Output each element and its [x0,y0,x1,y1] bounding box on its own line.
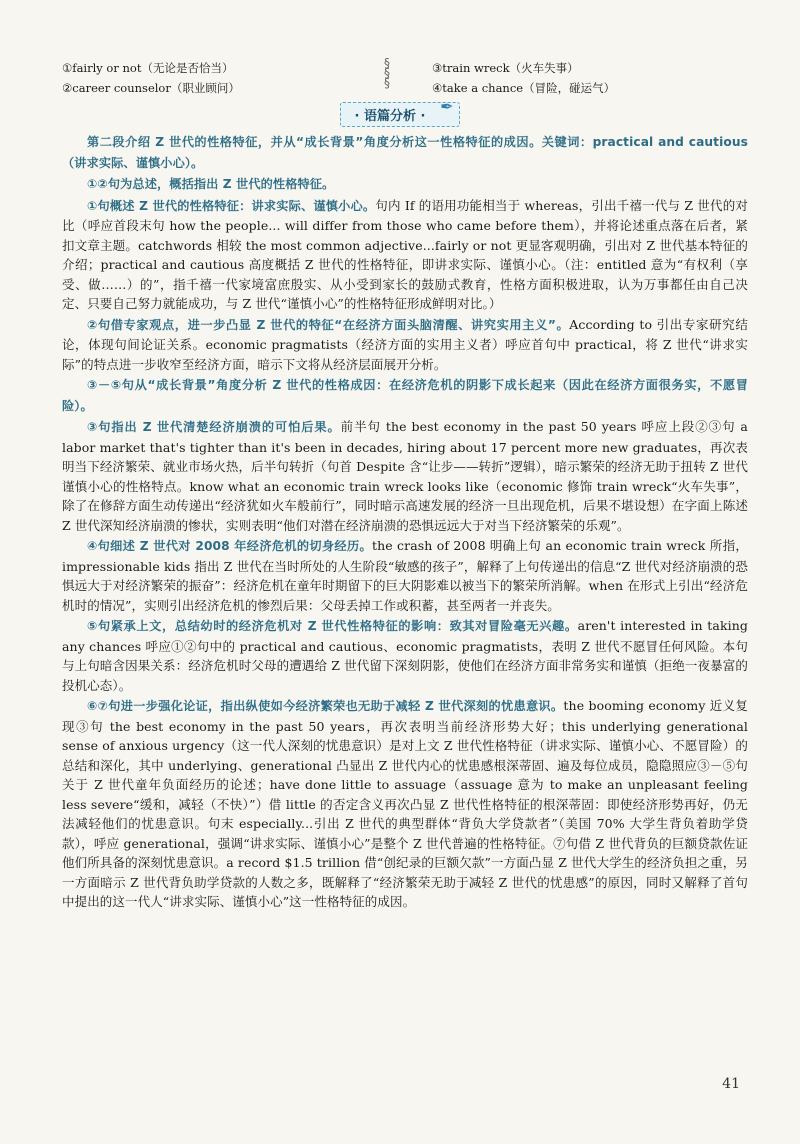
paragraph-highlight: ②句借专家观点，进一步凸显 Z 世代的特征“在经济方面头脑清醒、讲究实用主义”。 [87,317,570,332]
paragraph-s6-7 [62,696,748,912]
paragraph-highlight: 第二段介绍 Z 世代的性格特征，并从“成长背景”角度分析这一性格特征的成因。关键词：practical and cautious（讲求实际、谨慎小心）。 [62,135,748,170]
paragraph-text: 句内 If 的语用功能相当于 whereas，引出千禧一代与 Z 世代的对比（呼应首段末句 how the people... will differ from those who came before them），并将论述重点落在后者，紧扣文章主题。catchwords 相较 the most common adjective...fairly or not 更显客观明确，引出对 Z 世代基本特征的介绍；practical and cautious 高度概括 Z 世代的性格特征，即讲求实际、谨慎小心。（注：entitled 意为“有权利（享受、做……）的”，指千禧一代家境富庶殷实、从小受到家长的鼓励式教育，性格方面积极进取，认为万事都任由自己决定、只要自己努力就能成功，与 Z 世代“谨慎小心”的性格特征形成鲜明对比。） [62,197,748,311]
analysis-content [62,132,748,913]
paragraph-highlight: ④句细述 Z 世代对 2008 年经济危机的切身经历。 [87,539,372,553]
paragraph-s3 [62,417,748,535]
paragraph-highlight: ⑥⑦句进一步强化论证，指出纵使如今经济繁荣也无助于减轻 Z 世代深刻的忧患意识。 [87,699,564,713]
paragraph-text: the crash of 2008 明确上句 an economic train wreck 所指，impressionable kids 指出 Z 世代在当时所处的人生阶段“敏感的孩子”，解释了上句传递出的信息“Z 世代对经济崩溃的恐惧远大于对经济繁荣的振奋”：经济危机在童年时期留下的巨大阴影难以被当下的繁荣所消解。when 在形式上引出“经济危机时的情况”，实则引出经济危机的惨烈后果：父母丢掉工作或积蓄，甚至两者一并丧失。 [62,538,749,613]
vocab-item: ④take a chance（冒险，碰运气） [432,81,616,95]
paragraph-highlight: ⑤句紧承上文，总结幼时的经济危机对 Z 世代性格特征的影响：致其对冒险毫无兴趣。 [87,619,578,633]
paragraph-summary [62,132,748,173]
paragraph-highlight: ③－⑤句从“成长背景”角度分析 Z 世代的性格成因：在经济危机的阴影下成长起来（因此在经济方面很务实，不愿冒险）。 [62,378,748,413]
section-title: · 语篇分析 · [354,109,426,124]
paragraph-s1 [62,196,748,314]
section-banner [0,97,800,124]
paragraph-text: According to 引出专家研究结论，体现句间论证关系。economic pragmatists（经济方面的实用主义者）呼应首句中 practical，将 Z 世代“讲求实际”的特点进一步收窄至经济方面，暗示下文将从经济层面展开分析。 [62,316,748,372]
vocabulary-list [62,58,742,98]
paragraph-text: aren't interested in taking any chances 呼应①②句中的 practical and cautious、economic pragmatists，表明 Z 世代不愿冒任何风险。本句与上句暗含因果关系：经济危机时父母的遭遇给 Z 世代留下深刻阴影，使他们在经济方面非常务实和谨慎（拒绝一夜暴富的投机心态）。 [62,618,748,693]
vocab-row [62,78,742,98]
paragraph-s3-5 [62,375,748,416]
section-title-box [340,97,461,127]
paragraph-highlight: ①②句为总述，概括指出 Z 世代的性格特征。 [87,177,335,191]
vocab-item: ③train wreck（火车失事） [432,61,579,75]
paragraph-highlight: ③句指出 Z 世代清楚经济崩溃的可怕后果。 [87,420,341,434]
paragraph-text: the booming economy 近义复现③句 the best economy in the past 50 years，再次表明当前经济形势大好；this underlying generational sense of anxious urgency（这一代人深刻的忧患意识）是对上文 Z 世代性格特征（讲求实际、谨慎小心、不愿冒险）的总结和深化，其中 underlying、generational 凸显出 Z 世代内心的忧患感根深蒂固、遍及每位成员，隐隐照应③－⑤句关于 Z 世代童年负面经历的论述；have done little to assuage（assuage 意为 to make an unpleasant feeling less severe“缓和，减轻（不快）”）借 little 的否定含义再次凸显 Z 世代性格特征的根深蒂固：即使经济形势再好，仍无法减轻他们的忧患意识。句末 especially...引出 Z 世代的典型群体“背负大学贷款者”（美国 70% 大学生背负着助学贷款），呼应 generational，强调“讲求实际、谨慎小心”是整个 Z 世代普遍的性格特征。⑦句借 Z 世代背负的巨额贷款佐证他们所具备的深刻忧患意识。a record $1.5 trillion 借“创纪录的巨额欠款”一方面凸显 Z 世代大学生的经济负担之重，另一方面暗示 Z 世代背负助学贷款的人数之多，既解释了“经济繁荣无助于减轻 Z 世代的忧患感”的原因，同时又解释了首句中提出的这一代人“讲求实际、谨慎小心”这一性格特征的成因。 [62,698,749,909]
paragraph-highlight: ①句概述 Z 世代的性格特征：讲求实际、谨慎小心。 [87,198,376,213]
paragraph-s1-2 [62,174,748,195]
spiral-binding-decoration: § § § [384,56,390,90]
vocab-row [62,58,742,78]
vocab-item: ①fairly or not（无论是否恰当） [62,61,234,75]
paragraph-s2 [62,315,748,375]
paragraph-s4 [62,536,748,615]
vocab-item: ②career counselor（职业顾问） [62,81,240,95]
paragraph-text: 前半句 the best economy in the past 50 years 呼应上段②③句 a labor market that's tighter than it's been in decades, hiring about 17 percent more new graduates，再次表明当下经济繁荣、就业市场火热，后半句转折（句首 Despite 含“让步——转折”逻辑），暗示繁荣的经济无助于扭转 Z 世代谨慎小心的性格特点。know what an economic train wreck looks like（economic 修饰 train wreck“火车失事”，除了在修辞方面生动传递出“经济犹如火车般前行”，同时暗示高速发展的经济一旦出现危机，后果不堪设想）在字面上陈述 Z 世代深知经济崩溃的惨状，实则表明“他们对潜在经济崩溃的恐惧远远大于对当下经济繁荣的乐观”。 [62,419,748,533]
paragraph-s5 [62,616,748,695]
page-number: 41 [722,1076,740,1092]
pen-icon: ✒ [440,97,454,116]
